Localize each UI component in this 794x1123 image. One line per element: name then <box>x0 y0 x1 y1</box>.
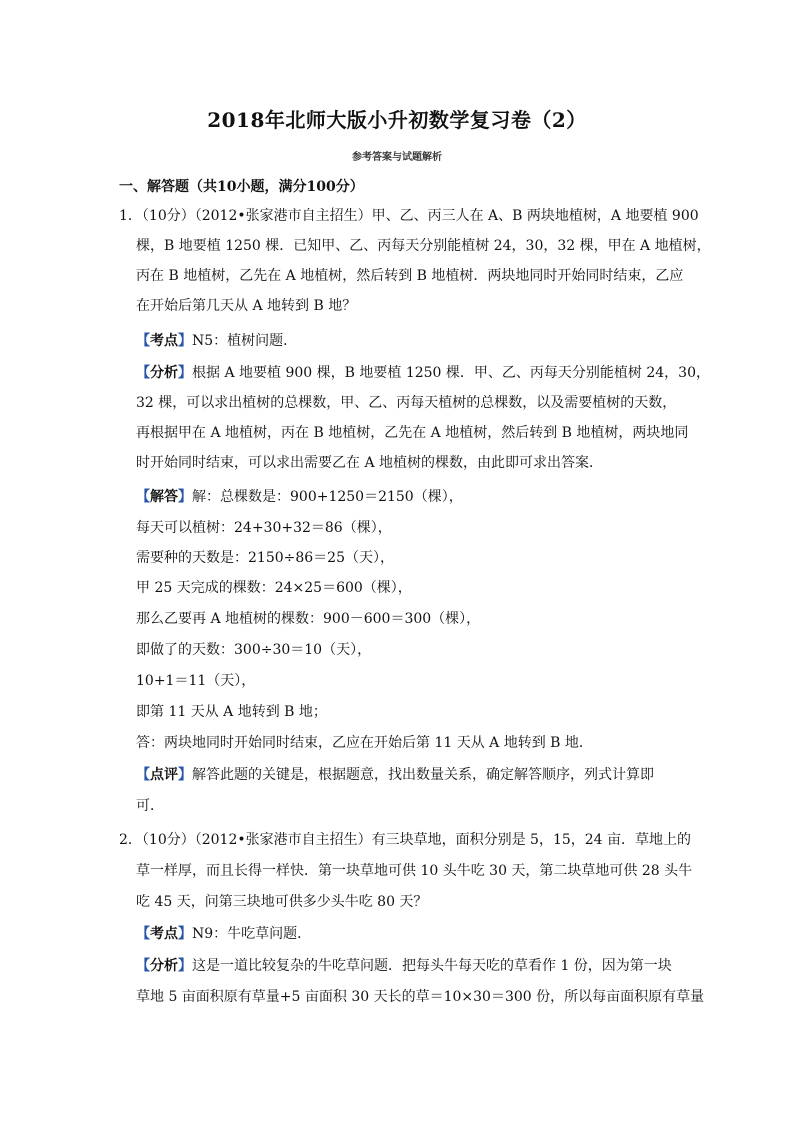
kaodian-label: 考点 <box>150 926 178 942</box>
q1-jieda-line: 甲 25 天完成的棵数：24×25＝600（棵）， <box>136 580 412 596</box>
q1-jieda-line: 需要种的天数是：2150÷86＝25（天）， <box>136 550 394 566</box>
document-title: 2018年北师大版小升初数学复习卷（2） <box>207 108 587 132</box>
jieda-text: 解：总棵数是：900+1250＝2150（棵）， <box>192 489 463 505</box>
q1-jieda-line: 那么乙要再 A 地植树的棵数：900－600＝300（棵）， <box>136 611 481 627</box>
bracket-left: 【 <box>136 489 150 505</box>
bracket-right: 】 <box>178 489 192 505</box>
bracket-right: 】 <box>178 926 192 942</box>
q2-stem-line: 草一样厚，而且长得一样快．第一块草地可供 10 头牛吃 30 天，第二块草地可供 28 头牛 <box>136 863 693 879</box>
fenxi-text: 根据 A 地要植 900 棵，B 地要植 1250 棵．甲、乙、丙每天分别能植树 24，30， <box>192 365 710 381</box>
document-subtitle: 参考答案与试题解析 <box>352 152 442 163</box>
q1-dianping <box>136 765 654 785</box>
q2-fenxi <box>136 956 672 976</box>
q2-stem-line: 2．（10分）（2012•张家港市自主招生）有三块草地，面积分别是 5，15，24 亩．草地上的 <box>119 832 692 848</box>
kaodian-text: N5：植树问题． <box>192 333 298 349</box>
q1-jieda-line: 即做了的天数：300÷30＝10（天）， <box>136 642 372 658</box>
q1-stem-line: 棵，B 地要植 1250 棵．已知甲、乙、丙每天分别能植树 24，30，32 棵，甲在 A 地植树， <box>136 238 711 254</box>
q1-kaodian <box>136 331 297 351</box>
bracket-right: 】 <box>178 365 192 381</box>
dianping-label: 点评 <box>150 767 178 783</box>
bracket-left: 【 <box>136 333 150 349</box>
q2-kaodian <box>136 924 311 944</box>
bracket-right: 】 <box>178 767 192 783</box>
dianping-text: 解答此题的关键是，根据题意，找出数量关系，确定解答顺序，列式计算即 <box>192 767 654 783</box>
q2-stem-line: 吃 45 天，问第三块地可供多少头牛吃 80 天？ <box>136 894 428 910</box>
q1-jieda <box>136 487 463 507</box>
q1-stem-line: 丙在 B 地植树，乙先在 A 地植树，然后转到 B 地植树．两块地同时开始同时结束，乙应 <box>136 268 684 284</box>
q1-dianping-line: 可． <box>136 798 164 814</box>
q1-jieda-line: 每天可以植树：24+30+32＝86（棵）， <box>136 520 392 536</box>
bracket-right: 】 <box>178 333 192 349</box>
kaodian-label: 考点 <box>150 333 178 349</box>
section-heading: 一、解答题（共10小题，满分100分） <box>119 179 364 195</box>
bracket-right: 】 <box>178 958 192 974</box>
fenxi-text: 这是一道比较复杂的牛吃草问题．把每头牛每天吃的草看作 1 份，因为第一块 <box>192 958 672 974</box>
q1-fenxi-line: 32 棵，可以求出植树的总棵数，甲、乙、丙每天植树的总棵数，以及需要植树的天数， <box>136 395 677 411</box>
q1-jieda-line: 答：两块地同时开始同时结束，乙应在开始后第 11 天从 A 地转到 B 地． <box>136 735 593 751</box>
kaodian-text: N9：牛吃草问题． <box>192 926 312 942</box>
q1-stem-line: 在开始后第几天从 A 地转到 B 地？ <box>136 298 357 314</box>
q1-fenxi <box>136 363 710 383</box>
fenxi-label: 分析 <box>150 365 178 381</box>
bracket-left: 【 <box>136 767 150 783</box>
q2-fenxi-line: 草地 5 亩面积原有草量+5 亩面积 30 天长的草＝10×30＝300 份，所以每亩面积原有草量 <box>136 989 705 1005</box>
jieda-label: 解答 <box>150 489 178 505</box>
q1-fenxi-line: 再根据甲在 A 地植树，丙在 B 地植树，乙先在 A 地植树，然后转到 B 地植树，两块地同 <box>136 425 689 441</box>
bracket-left: 【 <box>136 926 150 942</box>
q1-jieda-line: 即第 11 天从 A 地转到 B 地； <box>136 704 327 720</box>
q1-fenxi-line: 时开始同时结束，可以求出需要乙在 A 地植树的棵数，由此即可求出答案． <box>136 455 604 471</box>
bracket-left: 【 <box>136 958 150 974</box>
fenxi-label: 分析 <box>150 958 178 974</box>
q1-stem-line: 1．（10分）（2012•张家港市自主招生）甲、乙、丙三人在 A、B 两块地植树，A 地要植 900 <box>119 208 699 224</box>
q1-jieda-line: 10+1＝11（天）， <box>136 673 256 689</box>
bracket-left: 【 <box>136 365 150 381</box>
